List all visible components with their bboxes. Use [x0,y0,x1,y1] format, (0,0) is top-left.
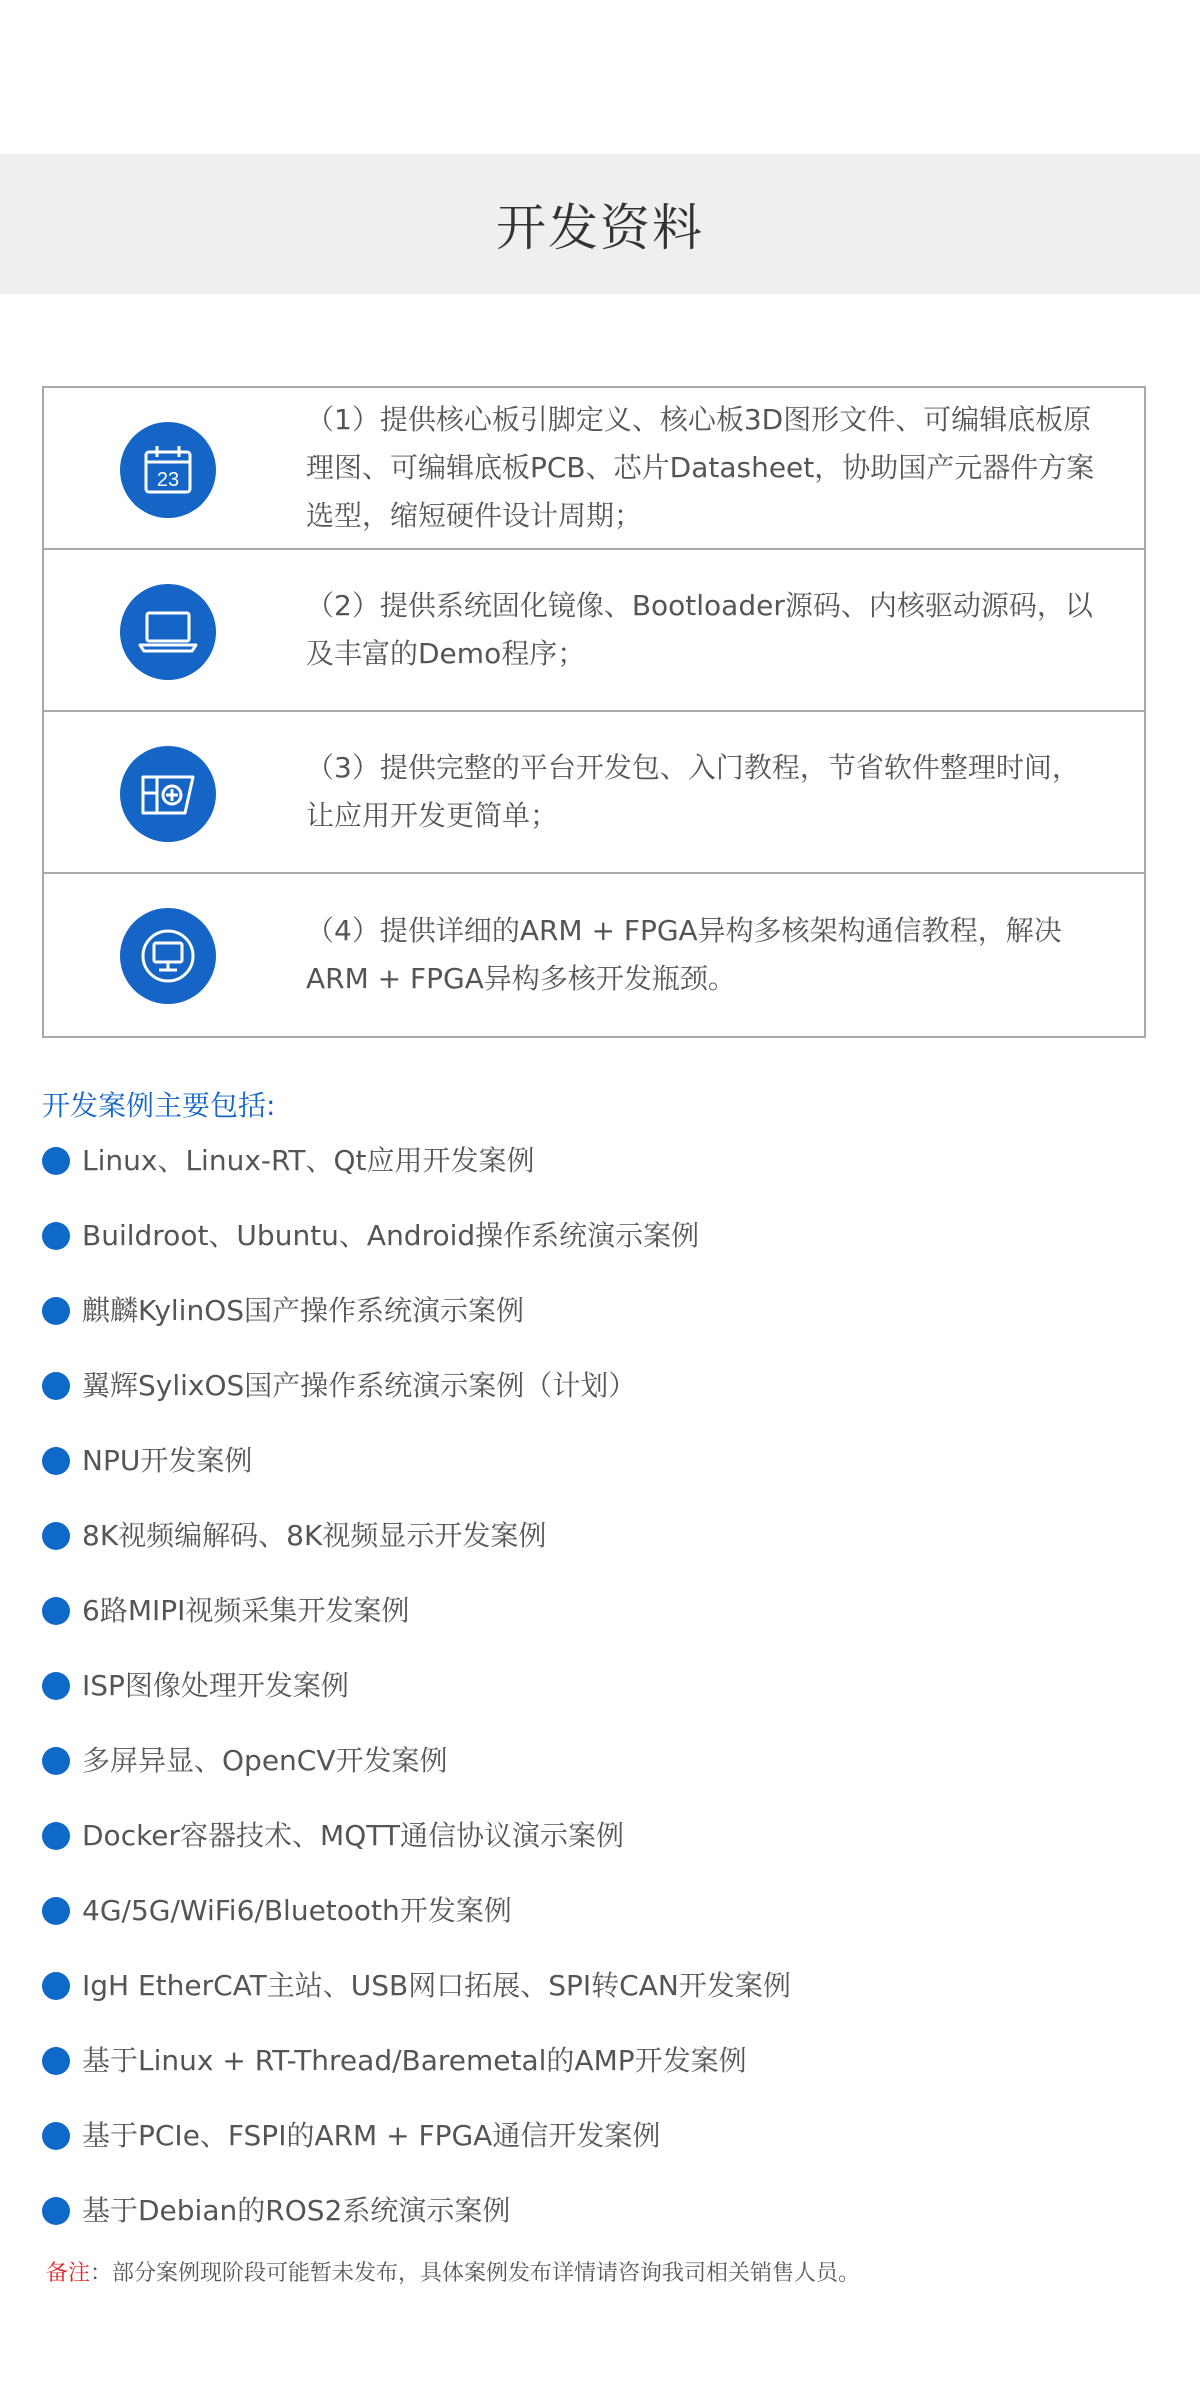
feature-text-4: （4）提供详细的ARM + FPGA异构多核架构通信教程，解决ARM + FPGA异构多核开发瓶颈。 [306,914,1062,995]
list-item-label: Docker容器技术、MQTT通信协议演示案例 [82,1819,624,1852]
case-list [42,1138,791,2263]
calendar-icon [120,422,216,518]
feature-row-3 [44,712,1144,874]
list-item-label: ISP图像处理开发案例 [82,1669,349,1702]
list-item [42,1888,791,1963]
list-item-label: 麒麟KylinOS国产操作系统演示案例 [82,1294,525,1327]
list-item [42,2188,791,2263]
list-item-label: 多屏异显、OpenCV开发案例 [82,1744,448,1777]
monitor-icon [120,908,216,1004]
bullet-icon [42,1147,70,1175]
bullet-icon [42,2047,70,2075]
feature-text-3: （3）提供完整的平台开发包、入门教程，节省软件整理时间，让应用开发更简单； [306,751,1080,832]
bullet-icon [42,1597,70,1625]
list-item [42,1288,791,1363]
bullet-icon [42,1297,70,1325]
feature-row-1 [44,388,1144,550]
list-item-label: NPU开发案例 [82,1444,253,1477]
bullet-icon [42,1672,70,1700]
development-board-icon [120,746,216,842]
feature-row-4 [44,874,1144,1036]
title-banner [0,154,1200,294]
list-item-label: Buildroot、Ubuntu、Android操作系统演示案例 [82,1219,700,1252]
bullet-icon [42,2197,70,2225]
bullet-icon [42,1972,70,2000]
feature-text-1: （1）提供核心板引脚定义、核心板3D图形文件、可编辑底板原理图、可编辑底板PCB、芯片Datasheet，协助国产元器件方案选型，缩短硬件设计周期； [306,403,1095,532]
note-label: 备注 [46,2261,91,2286]
bullet-icon [42,2122,70,2150]
bullet-icon [42,1822,70,1850]
laptop-icon [120,584,216,680]
list-item [42,1663,791,1738]
list-item-label: 8K视频编解码、8K视频显示开发案例 [82,1519,547,1552]
list-item-label: Linux、Linux-RT、Qt应用开发案例 [82,1144,535,1177]
list-item [42,1813,791,1888]
list-item-label: 翼辉SylixOS国产操作系统演示案例（计划） [82,1369,637,1402]
note-text: ：部分案例现阶段可能暂未发布，具体案例发布详情请咨询我司相关销售人员。 [90,2261,861,2286]
list-item-label: 基于PCIe、FSPI的ARM + FPGA通信开发案例 [82,2119,661,2152]
list-item [42,1213,791,1288]
list-item-label: 4G/5G/WiFi6/Bluetooth开发案例 [82,1894,512,1927]
list-item-label: IgH EtherCAT主站、USB网口拓展、SPI转CAN开发案例 [82,1969,791,2002]
bullet-icon [42,1372,70,1400]
footnote [46,2256,860,2287]
list-item [42,2113,791,2188]
feature-text-2: （2）提供系统固化镜像、Bootloader源码、内核驱动源码，以及丰富的Demo程序； [306,589,1093,670]
bullet-icon [42,1222,70,1250]
bullet-icon [42,1447,70,1475]
page-title: 开发资料 [496,199,704,257]
list-item [42,1963,791,2038]
list-item-label: 6路MIPI视频采集开发案例 [82,1594,410,1627]
feature-row-2 [44,550,1144,712]
list-item [42,1363,791,1438]
list-item [42,1138,791,1213]
bullet-icon [42,1522,70,1550]
list-item-label: 基于Linux + RT-Thread/Baremetal的AMP开发案例 [82,2044,747,2077]
list-item [42,1513,791,1588]
list-item [42,1438,791,1513]
bullet-icon [42,1897,70,1925]
list-item [42,1588,791,1663]
list-item [42,1738,791,1813]
list-item-label: 基于Debian的ROS2系统演示案例 [82,2194,511,2227]
svg-text:23: 23 [156,469,180,491]
bullet-icon [42,1747,70,1775]
feature-table [42,386,1146,1038]
list-item [42,2038,791,2113]
cases-heading: 开发案例主要包括: [42,1089,276,1122]
